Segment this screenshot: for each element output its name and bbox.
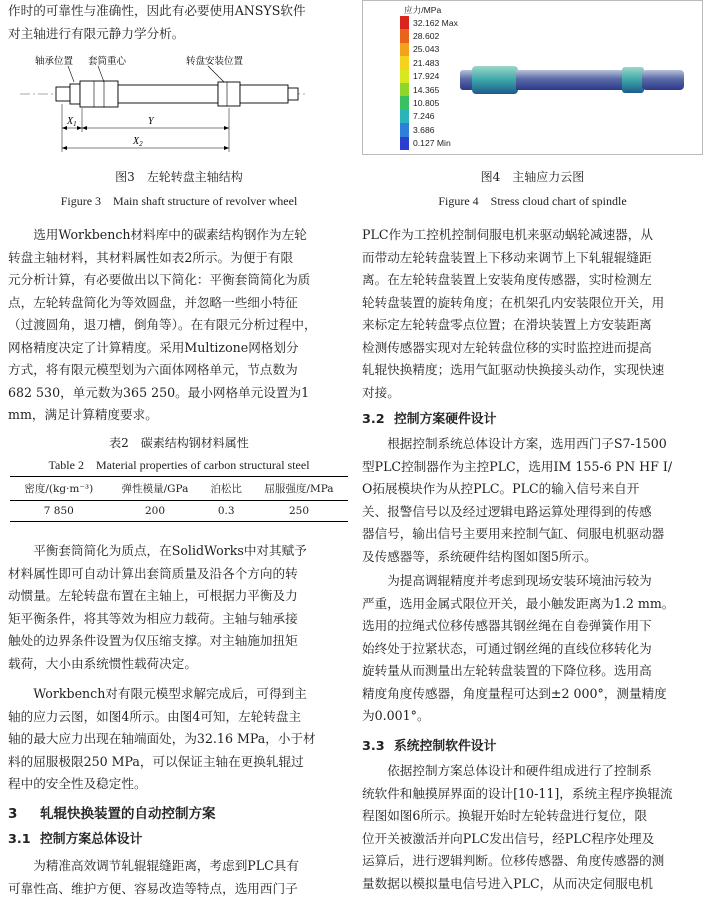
label-bearing: 轴承位置 — [35, 56, 74, 67]
text-line: 运算后，进行逻辑判断。位移传感器、角度传感器的测 — [362, 853, 665, 868]
text-line: 而带动左轮转盘装置上下移动来调节上下轧辊辊缝距 — [362, 249, 652, 265]
table-caption-en: Table 2 Material properties of carbon structural steel — [48, 458, 310, 472]
legend-value: 21.483 — [413, 57, 440, 68]
svg-text:X2 — [132, 136, 143, 148]
text-line: 器信号，输出信号主要用来控制气缸、伺服电机驱动器 — [362, 526, 665, 541]
text-line: 型PLC控制器作为主控PLC，选用IM 155-6 PN HF I/ — [362, 458, 673, 474]
text-line: 程中的安全性及稳定性。 — [8, 776, 147, 791]
text-line: 矩平衡条件，将其等效为相应力载荷。主轴与轴承接 — [8, 610, 298, 626]
text-line: 动惯量。左轮转盘布置在主轴上，可根据力平衡及力 — [8, 588, 298, 603]
paragraph-1 — [362, 224, 703, 404]
table-header-row — [10, 477, 348, 501]
text-line: 严重，选用金属式限位开关，最小触发距离为1.2 mm。 — [362, 595, 675, 611]
table-cell: 250 — [250, 501, 348, 522]
text-line: 统软件和触摸屏界面的设计[10-11]，系统主程序换辊流 — [362, 785, 673, 801]
text-line: Workbench对有限元模型求解完成后，可得到主 — [33, 686, 307, 701]
table-header: 屈服强度/MPa — [250, 477, 348, 501]
text-line: 触处的边界条件设置为仅压缩支撑。对主轴施加扭矩 — [8, 633, 298, 648]
legend-value: 32.162 Max — [413, 17, 458, 28]
paragraph-4 — [8, 855, 350, 900]
text-line: 关、报警信号以及经过逻辑电路运算处理得到的传感 — [362, 503, 652, 519]
shaft-drawing — [8, 52, 350, 162]
dim-x1: X — [67, 116, 74, 127]
text-line: 始终处于拉紧状态，可通过钢丝绳的直线位移转化为 — [362, 640, 652, 656]
text-line: 程图如图6所示。换辊开始时左轮转盘进行复位，限 — [362, 808, 648, 823]
text-line: 根据控制系统总体设计方案，选用西门子S7-1500 — [387, 436, 667, 451]
dim-x2-sub: 2 — [139, 140, 143, 148]
text-line: 选用的拉绳式位移传感器其钢丝绳在自卷弹簧作用下 — [362, 618, 652, 633]
text-line: 量数据以模拟量电信号进入PLC，从而决定伺服电机 — [362, 875, 653, 891]
section-3-1-heading — [8, 829, 350, 851]
paragraph-3 — [362, 570, 703, 728]
text-line: 平衡套筒简化为质点，在SolidWorks中对其赋予 — [33, 543, 307, 558]
section-3-2-heading — [362, 409, 703, 431]
text-line: 轧辊快换精度；选用气缸驱动快换接头动作，实现快速 — [362, 362, 665, 377]
text-line: 轴的应力云图，如图4所示。由图4可知，左轮转盘主 — [8, 708, 302, 724]
legend-value: 28.602 — [413, 31, 440, 42]
table-header: 泊松比 — [202, 477, 250, 501]
text-line: 离。在左轮转盘装置上安装角度传感器，实时检测左 — [362, 272, 652, 287]
text-line: 转盘主轴材料，其材料属性如表2所示。为便于有限 — [8, 249, 294, 265]
legend-value: 3.686 — [413, 124, 435, 135]
legend-value: 25.043 — [413, 44, 440, 55]
table-header: 弹性模量/GPa — [108, 477, 203, 501]
dim-x1-sub: 1 — [73, 120, 77, 128]
text-line: 轮转盘装置的旋转角度；在机架孔内安装限位开关，用 — [362, 294, 665, 310]
legend-value: 10.805 — [413, 98, 440, 109]
text-line: 旋转量从而测量出左轮转盘装置的下降位移。选用高 — [362, 663, 652, 678]
section-title: 系统控制软件设计 — [394, 739, 497, 754]
text-line: O拓展模块作为从控PLC。PLC的输入信号来自开 — [362, 481, 640, 496]
text-line: 方式，将有限元模型划为六面体网格单元，节点数为 — [8, 362, 298, 377]
figure-4-caption — [362, 168, 703, 210]
table-cell: 7 850 — [10, 501, 108, 522]
caption-en: Figure 4 Stress cloud chart of spindle — [438, 194, 627, 208]
legend-title: 应力/MPa — [404, 5, 442, 15]
section-title: 控制方案总体设计 — [40, 832, 143, 847]
caption-cn: 图4 主轴应力云图 — [480, 170, 585, 184]
text-line: 载荷，大小由系统惯性载荷决定。 — [8, 655, 197, 671]
section-3-3-heading — [362, 736, 703, 758]
section-number: 3.2 — [362, 412, 385, 427]
caption-en: Figure 3 Main shaft structure of revolver wheel — [60, 194, 298, 208]
text-line: 位开关被激活并向PLC发出信号，经PLC程序处理及 — [362, 830, 655, 846]
section-number: 3 — [8, 806, 18, 822]
text-line: PLC作为工控机控制伺服电机来驱动蜗轮减速器，从 — [362, 227, 653, 242]
svg-text:X1 — [66, 116, 77, 128]
text-line: 精度角度传感器，角度量程可达到±2 000°，测量精度 — [362, 685, 667, 701]
paragraph-2 — [362, 433, 703, 568]
paragraph-4 — [362, 760, 703, 895]
text-line: 来标定左轮转盘零点位置；在滑块装置上方安装距离 — [362, 317, 652, 332]
table-cell: 200 — [108, 501, 203, 522]
text-line: mm，满足计算精度要求。 — [8, 407, 158, 422]
dim-y: Y — [148, 116, 154, 127]
text-line: 料的屈服极限250 MPa，可以保证主轴在更换轧辊过 — [8, 753, 304, 769]
caption-cn: 图3 左轮转盘主轴结构 — [115, 170, 243, 184]
table-cell: 0.3 — [202, 501, 250, 522]
text-line: 点，左轮转盘简化为等效圆盘，并忽略一些细小特征 — [8, 294, 298, 310]
label-sleeve: 套筒重心 — [88, 56, 127, 67]
section-title: 轧辊快换装置的自动控制方案 — [40, 806, 216, 822]
paragraph-3 — [8, 683, 350, 796]
spindle-stress-plot — [362, 0, 703, 155]
table-caption-cn: 表2 碳素结构钢材料属性 — [109, 436, 249, 450]
text-line: 为0.001°。 — [362, 708, 430, 723]
text-line: 682 530，单元数为365 250。最小网格单元设置为1 — [8, 384, 310, 400]
text-line: 网格精度决定了计算精度。采用Multizone网格划分 — [8, 339, 299, 355]
text-line: （过渡圆角，退刀槽，倒角等）。在有限元分析过程中， — [8, 317, 317, 332]
text-line: 材料属性即可自动计算出套筒质量及沿各个方向的转 — [8, 565, 298, 581]
legend-value: 0.127 Min — [413, 138, 451, 149]
legend-value: 14.365 — [413, 84, 440, 95]
text-line: 为精准高效调节轧辊辊缝距离，考虑到PLC具有 — [33, 858, 299, 873]
figure-3 — [8, 52, 350, 162]
paragraph-2 — [8, 540, 350, 675]
section-3-heading — [8, 803, 350, 825]
text-line: 及传感器等，系统硬件结构图如图5所示。 — [362, 548, 597, 564]
text-line: 检测传感器实现对左轮转盘位移的实时监控进而提高 — [362, 339, 652, 355]
material-table — [10, 476, 348, 522]
text-line: 作时的可靠性与准确性，因此有必要使用ANSYS软件 — [8, 3, 306, 18]
paragraph-1 — [8, 224, 350, 427]
section-title: 控制方案硬件设计 — [394, 412, 497, 427]
text-line: 选用Workbench材料库中的碳素结构钢作为左轮 — [33, 227, 307, 242]
intro-paragraph — [8, 0, 350, 45]
dim-x2: X — [133, 136, 140, 147]
text-line: 轴的最大应力出现在轴端面处，为32.16 MPa，小于材 — [8, 731, 316, 746]
figure-4 — [362, 0, 703, 155]
section-number: 3.3 — [362, 739, 385, 754]
table-header: 密度/(kg·m⁻³) — [10, 477, 108, 501]
section-number: 3.1 — [8, 832, 31, 847]
text-line: 元分析计算，有必要做出以下简化：平衡套筒简化为质 — [8, 272, 311, 287]
table-2 — [8, 434, 350, 522]
legend-value: 17.924 — [413, 71, 440, 82]
figure-3-caption — [8, 168, 350, 210]
text-line: 为提高调辊精度并考虑到现场安装环境油污较为 — [387, 573, 652, 588]
text-line: 可靠性高、维护方便、容易改造等特点，选用西门子 — [8, 880, 298, 896]
legend-value: 7.246 — [413, 111, 435, 122]
table-row — [10, 501, 348, 522]
label-turntable: 转盘安装位置 — [186, 56, 244, 67]
text-line: 对接。 — [362, 384, 400, 400]
text-line: 对主轴进行有限元静力学分析。 — [8, 25, 185, 41]
text-line: 依据控制方案总体设计和硬件组成进行了控制系 — [387, 763, 652, 778]
